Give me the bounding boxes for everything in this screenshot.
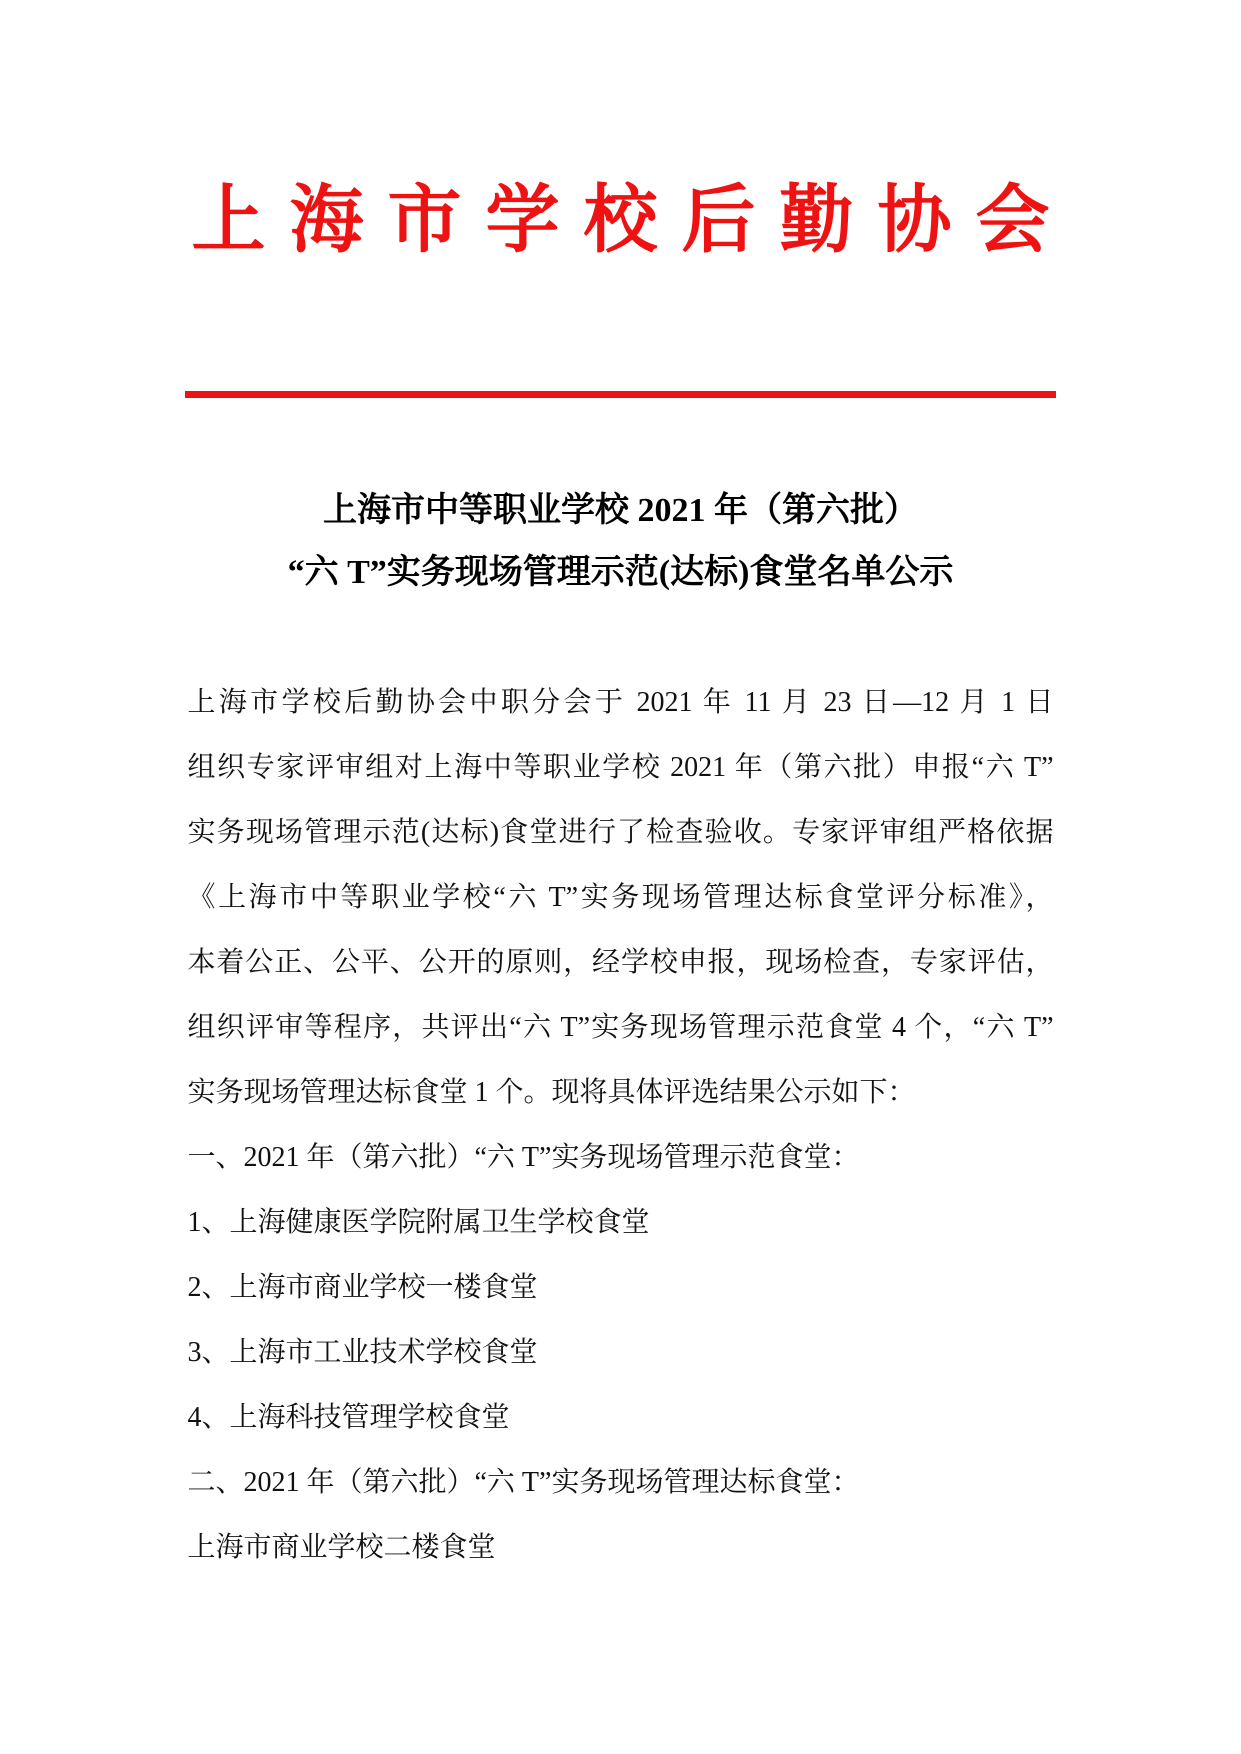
announcement-title <box>188 480 1054 604</box>
list-item: 4、上海科技管理学校食堂 <box>187 1402 510 1433</box>
paragraph-line: 实务现场管理达标食堂 1 个。现将具体评选结果公示如下： <box>187 1077 916 1108</box>
announcement-text <box>188 670 1054 1580</box>
letterhead-divider-line <box>185 391 1056 398</box>
paragraph-line: 上海市学校后勤协会中职分会于 2021 年 11 月 23 日—12 月 1 日 <box>187 687 1054 718</box>
announcement-title-line-1: 上海市中等职业学校 2021 年（第六批） <box>323 492 918 529</box>
paragraph-line: 本着公正、公平、公开的原则，经学校申报，现场检查，专家评估， <box>187 947 1054 978</box>
letterhead-org-name: 上海市学校后勤协会 <box>191 180 1074 262</box>
announcement-body <box>188 480 1054 1580</box>
paragraph-line: 组织评审等程序，共评出“六 T”实务现场管理示范食堂 4 个，“六 T” <box>187 1012 1054 1043</box>
paragraph-line: 《上海市中等职业学校“六 T”实务现场管理达标食堂评分标准》， <box>187 882 1054 913</box>
letterhead <box>0 0 1241 398</box>
list-item: 3、上海市工业技术学校食堂 <box>187 1337 538 1368</box>
section2-heading: 二、2021 年（第六批）“六 T”实务现场管理达标食堂： <box>187 1467 860 1498</box>
list-item: 2、上海市商业学校一楼食堂 <box>187 1272 538 1303</box>
list-item: 1、上海健康医学院附属卫生学校食堂 <box>187 1207 650 1238</box>
section1-heading: 一、2021 年（第六批）“六 T”实务现场管理示范食堂： <box>187 1142 860 1173</box>
paragraph-line: 组织专家评审组对上海中等职业学校 2021 年（第六批）申报“六 T” <box>187 752 1054 783</box>
paragraph-line: 实务现场管理示范(达标)食堂进行了检查验收。专家评审组严格依据 <box>187 817 1054 848</box>
announcement-title-line-2: “六 T”实务现场管理示范(达标)食堂名单公示 <box>287 554 954 591</box>
list-item: 上海市商业学校二楼食堂 <box>187 1532 496 1563</box>
